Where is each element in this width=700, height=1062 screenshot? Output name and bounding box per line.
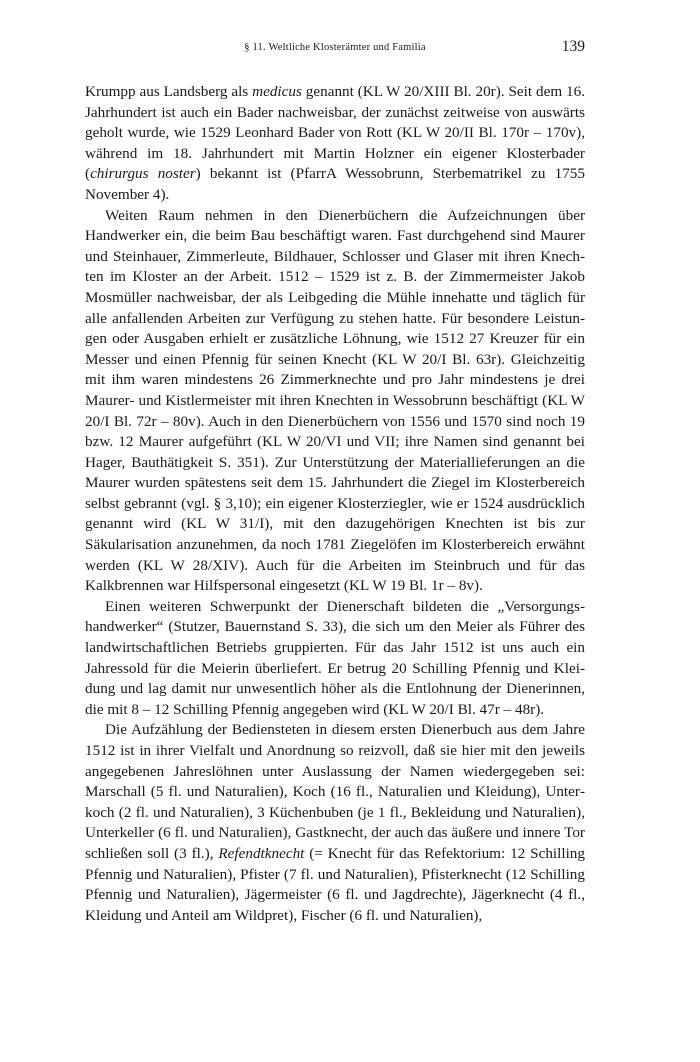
paragraph [85,82,585,206]
page-number: 139 [561,38,585,55]
italic-term: chirurgus noster [90,165,196,183]
text-run: (= Knecht für das Refektorium: 12 Schilling Pfennig und Naturalien), Pfister (7 fl. und Naturalien), Pfisterknecht (12 Schilling Pfennig und Naturalien), Jägermeister (6 fl. und Jagdrechte), Jägerknecht (4 fl., Kleidung und Anteil am Wildpret), Fischer (6 fl. und Naturalien), [85,844,585,924]
paragraph [85,720,585,926]
running-title: § 11. Weltliche Klosterämter und Familia [244,42,426,53]
paragraph [85,597,585,721]
text-run: ) bekannt ist (PfarrA Wessobrunn, Sterbematrikel zu 1755 November 4). [85,165,585,203]
body-text [85,82,585,926]
text-run: Weiten Raum nehmen in den Dienerbüchern die Aufzeichnungen über Handwerker ein, die beim Bau beschäftigt waren. Fast durchgehend sind Maurer und Steinhauer, Zimmerleute, Bildhauer, Schlosser und Glaser mit ihren Knechten im Kloster an der Arbeit. 1512 – 1529 ist z. B. der Zimmermeister Jakob Mosmüller nachweisbar, der als Leibgeding die Mühle innehatte und täglich für alle anfallenden Arbeiten zur Verfügung zu stehen hatte. Für besondere Leistungen oder Ausgaben erhielt er zusätzliche Löhnung, wie 1512 27 Kreuzer für ein Messer und einen Pfennig für seinen Knecht (KL W 20/I Bl. 63r). Gleichzeitig mit ihm waren mindestens 26 Zimmerknechte und pro Jahr mindestens je drei Maurer- und Kistlermeister mit ihren Knechten in Wessobrunn beschäftigt (KL W 20/I Bl. 72r – 80v). Auch in den Dienerbüchern von 1556 und 1570 sind noch 19 bzw. 12 Maurer aufgeführt (KL W 20/VI und VII; ihre Namen sind genannt bei Hager, Bauthätigkeit S. 351). Zur Unterstützung der Materiallieferungen an die Maurer wurden spätestens seit dem 15. Jahrhundert die Ziegel im Klosterbereich selbst gebrannt (vgl. § 3,10); ein eigener Klosterziegler, wie er 1524 ausdrücklich genannt wird (KL W 31/I), mit den dazugehörigen Knechten ist bis zur Säkularisation anzunehmen, da noch 1781 Ziegelöfen im Klosterbereich erwähnt werden (KL W 28/XIV). Auch für die Arbeiten im Steinbruch und für das Kalkbrennen war Hilfspersonal eingesetzt (KL W 19 Bl. 1r – 8v). [85,206,585,595]
text-run: Einen weiteren Schwerpunkt der Dienerschaft bildeten die „Versorgungshandwerker“ (Stutzer, Bauernstand S. 33), die sich um den Meier als Führer des landwirtschaftlichen Betriebs gruppierten. Für das Jahr 1512 ist uns auch ein Jahressold für die Meierin überliefert. Er betrug 20 Schilling Pfennig und Kleidung und lag damit nur unwesentlich höher als die Entlohnung der Dienerinnen, die mit 8 – 12 Schilling Pfennig angegeben wird (KL W 20/I Bl. 47r – 48r). [85,597,585,718]
text-run: Krumpp aus Landsberg als [85,83,253,100]
paragraph [85,206,585,597]
book-page [85,38,585,926]
italic-term: medicus [252,83,302,100]
running-head [85,38,585,62]
text-run: Die Aufzählung der Bediensteten in diesem ersten Dienerbuch aus dem Jahre 1512 ist in ihrer Vielfalt und Anordnung so reizvoll, daß sie hier mit den jeweils angegebenen Jahreslöhnen unter Auslassung der Namen wiedergegeben sei: Marschall (5 fl. und Naturalien), Koch (16 fl., Naturalien und Kleidung), Unterkoch (2 fl. und Naturalien), 3 Küchenbuben (je 1 fl., Bekleidung und Naturalien), Unterkeller (6 fl. und Naturalien), Gastknecht, der auch das äußere und innere Tor schließen soll (3 fl.), [85,721,585,862]
italic-term: Refendtknecht [218,844,305,862]
text-run: genannt (KL W 20/XIII Bl. 20r). Seit dem 16. Jahrhundert ist auch ein Bader nachweisbar, der zunächst zeitweise von auswärts geholt wurde, wie 1529 Leonhard Bader von Rott (KL W 20/II Bl. 170r – 170v), während im 18. Jahrhundert mit Martin Holzner ein eigener Klosterbader ( [85,83,585,183]
